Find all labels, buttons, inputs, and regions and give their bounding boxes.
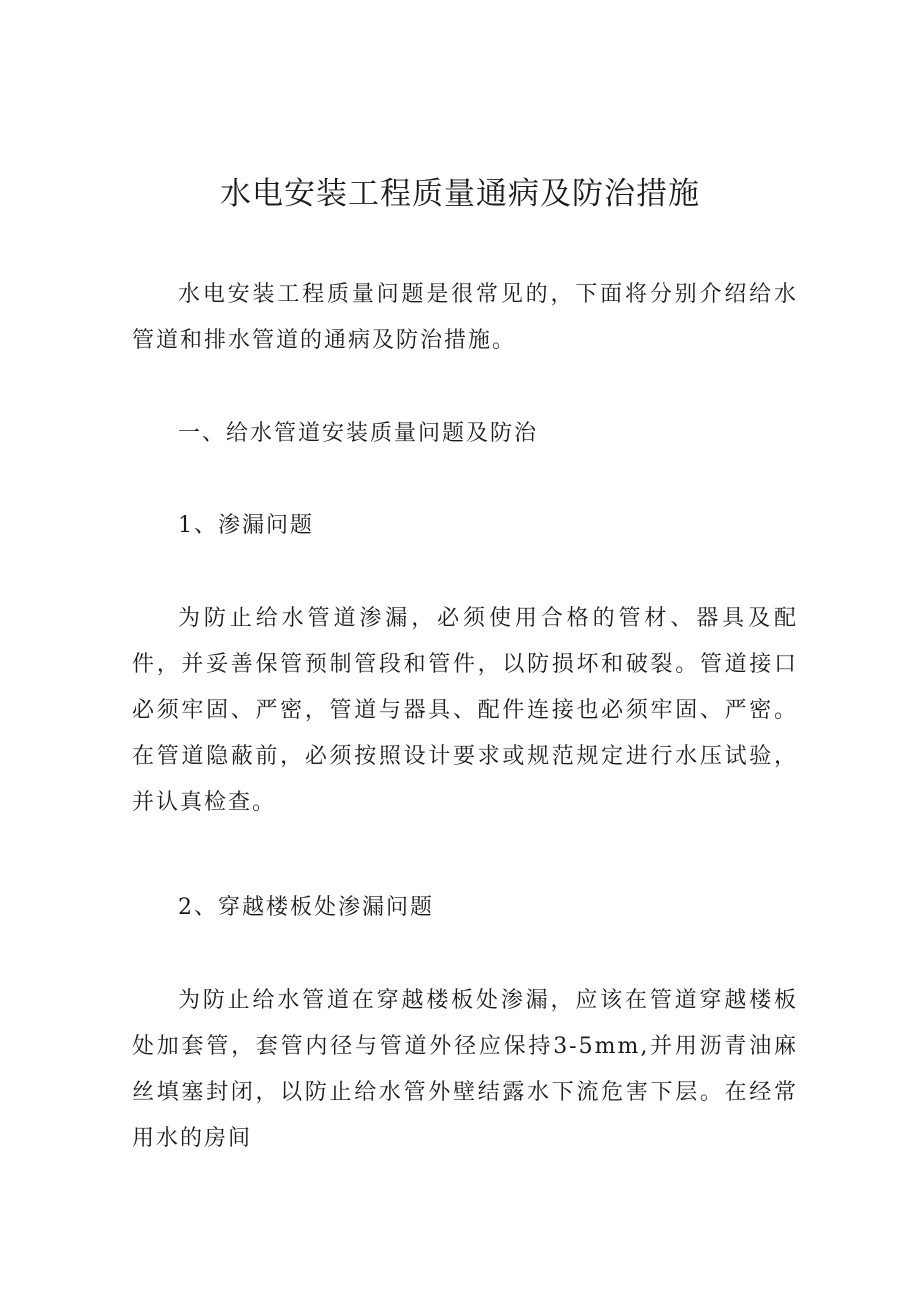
item-heading-leakage: 1、渗漏问题	[178, 513, 314, 538]
section-heading-water-supply: 一、给水管道安装质量问题及防治	[178, 421, 539, 446]
item-body-floor-penetration: 为防止给水管道在穿越楼板处渗漏，应该在管道穿越楼板处加套管，套管内径与管道外径应保持3-5mm,并用沥青油麻丝填塞封闭，以防止给水管外壁结露水下流危害下层。在经常用水的房间	[132, 988, 798, 1151]
intro-paragraph: 水电安装工程质量问题是很常见的，下面将分别介绍给水管道和排水管道的通病及防治措施。	[132, 282, 798, 353]
item-heading-floor-penetration: 2、穿越楼板处渗漏问题	[178, 895, 434, 920]
document-title: 水电安装工程质量通病及防治措施	[220, 176, 700, 212]
item-body-leakage: 为防止给水管道渗漏，必须使用合格的管材、器具及配件，并妥善保管预制管段和管件，以防损坏和破裂。管道接口必须牢固、严密，管道与器具、配件连接也必须牢固、严密。在管道隐蔽前，必须按照设计要求或规范规定进行水压试验，并认真检查。	[132, 606, 798, 815]
